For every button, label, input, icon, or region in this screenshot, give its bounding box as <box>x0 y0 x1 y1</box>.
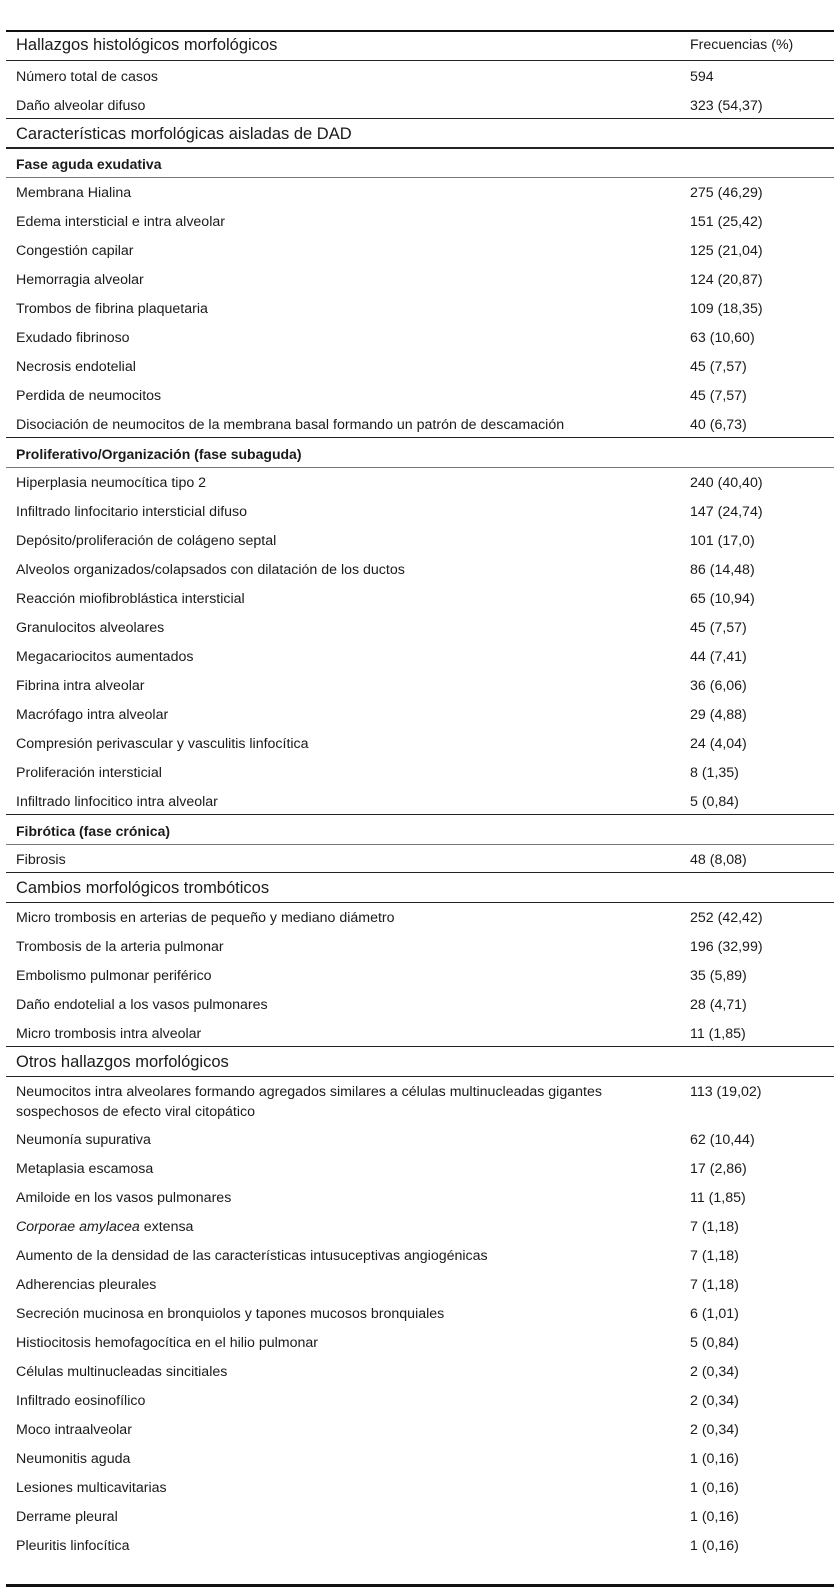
section-underline <box>6 1076 834 1077</box>
table-row <box>6 618 834 643</box>
finding-label: Metaplasia escamosa <box>16 1161 154 1177</box>
subsection-row <box>6 154 834 179</box>
finding-label: Número total de casos <box>16 69 158 85</box>
finding-label: Alveolos organizados/colapsados con dilatación de los ductos <box>16 562 405 578</box>
frequency-value: 124 (20,87) <box>690 272 763 288</box>
section-divider <box>6 1046 834 1047</box>
section-title: Cambios morfológicos trombóticos <box>16 879 270 897</box>
frequency-value: 252 (42,42) <box>690 910 763 926</box>
subsection-title: Proliferativo/Organización (fase subaguda) <box>16 446 302 462</box>
table-row <box>6 357 834 382</box>
finding-label: Edema intersticial e intra alveolar <box>16 214 225 230</box>
finding-label: Infiltrado linfocitico intra alveolar <box>16 794 218 810</box>
table-row <box>6 1333 834 1358</box>
finding-label: Lesiones multicavitarias <box>16 1480 167 1496</box>
frequency-value: 1 (0,16) <box>690 1480 739 1496</box>
subsection-title: Fibrótica (fase crónica) <box>16 823 171 839</box>
frequency-value: 40 (6,73) <box>690 417 747 433</box>
table-row <box>6 1130 834 1155</box>
finding-label: Perdida de neumocitos <box>16 388 162 404</box>
finding-label: Neumonitis aguda <box>16 1451 131 1467</box>
finding-label: Trombosis de la arteria pulmonar <box>16 939 224 955</box>
frequency-value: 5 (0,84) <box>690 1335 739 1351</box>
finding-label: Necrosis endotelial <box>16 359 136 375</box>
table-row <box>6 1159 834 1184</box>
frequency-value: 35 (5,89) <box>690 968 747 984</box>
section-divider <box>6 872 834 873</box>
finding-label: Amiloide en los vasos pulmonares <box>16 1190 232 1206</box>
table-row <box>6 299 834 324</box>
section-row <box>6 879 834 904</box>
subsection-divider <box>6 147 834 148</box>
finding-label: Fibrina intra alveolar <box>16 678 145 694</box>
table-row <box>6 502 834 527</box>
finding-label: Pleuritis linfocítica <box>16 1538 130 1554</box>
frequency-value: 45 (7,57) <box>690 388 747 404</box>
table-row <box>6 1507 834 1532</box>
table-row <box>6 1188 834 1213</box>
table-row <box>6 1275 834 1300</box>
table-row <box>6 937 834 962</box>
table-row <box>6 473 834 498</box>
finding-label: Trombos de fibrina plaquetaria <box>16 301 208 317</box>
frequency-value: 7 (1,18) <box>690 1248 739 1264</box>
subsection-row <box>6 821 834 846</box>
finding-label: Daño endotelial a los vasos pulmonares <box>16 997 268 1013</box>
finding-label: Micro trombosis intra alveolar <box>16 1026 202 1042</box>
frequency-value: 1 (0,16) <box>690 1509 739 1525</box>
table-row <box>6 241 834 266</box>
frequency-value: 45 (7,57) <box>690 620 747 636</box>
finding-label: Proliferación intersticial <box>16 765 162 781</box>
finding-label: Granulocitos alveolares <box>16 620 165 636</box>
table-row <box>6 734 834 759</box>
table-row <box>6 1536 834 1561</box>
section-underline <box>6 902 834 903</box>
table-row <box>6 676 834 701</box>
frequency-value: 2 (0,34) <box>690 1422 739 1438</box>
section-title: Otros hallazgos morfológicos <box>16 1053 229 1071</box>
frequency-value: 275 (46,29) <box>690 185 763 201</box>
table-row <box>6 328 834 353</box>
finding-label: Histiocitosis hemofagocítica en el hilio pulmonar <box>16 1335 319 1351</box>
finding-label: Hiperplasia neumocítica tipo 2 <box>16 475 207 491</box>
finding-label: Exudado fibrinoso <box>16 330 130 346</box>
table-row <box>6 705 834 730</box>
finding-label: Depósito/proliferación de colágeno septal <box>16 533 277 549</box>
frequency-value: 5 (0,84) <box>690 794 739 810</box>
finding-label: Infiltrado eosinofílico <box>16 1393 146 1409</box>
table-row <box>6 1391 834 1416</box>
frequency-value: 2 (0,34) <box>690 1364 739 1380</box>
frequency-value: 125 (21,04) <box>690 243 763 259</box>
frequency-value: 113 (19,02) <box>690 1084 762 1100</box>
subsection-title: Fase aguda exudativa <box>16 156 162 172</box>
frequency-value: 2 (0,34) <box>690 1393 739 1409</box>
table-row <box>6 212 834 237</box>
frequency-value: 62 (10,44) <box>690 1132 755 1148</box>
frequency-value: 45 (7,57) <box>690 359 747 375</box>
finding-label: Congestión capilar <box>16 243 134 259</box>
table-row <box>6 1362 834 1387</box>
finding-label: Micro trombosis en arterias de pequeño y mediano diámetro <box>16 910 395 926</box>
table-row <box>6 1478 834 1503</box>
section-divider <box>6 118 834 119</box>
frequency-value: 36 (6,06) <box>690 678 747 694</box>
finding-label: Fibrosis <box>16 852 66 868</box>
section-underline <box>6 148 834 149</box>
table-row <box>6 995 834 1020</box>
frequency-value: 65 (10,94) <box>690 591 755 607</box>
frequency-value: 240 (40,40) <box>690 475 763 491</box>
finding-label: Células multinucleadas sincitiales <box>16 1364 228 1380</box>
frequency-value: 63 (10,60) <box>690 330 755 346</box>
subsection-underline <box>6 844 834 845</box>
table-row <box>6 67 834 92</box>
finding-label: Megacariocitos aumentados <box>16 649 194 665</box>
frequency-value: 8 (1,35) <box>690 765 739 781</box>
frequency-value: 44 (7,41) <box>690 649 747 665</box>
frequency-value: 7 (1,18) <box>690 1277 739 1293</box>
finding-label: Secreción mucinosa en bronquiolos y tapones mucosos bronquiales <box>16 1306 445 1322</box>
finding-label: Disociación de neumocitos de la membrana basal formando un patrón de descamación <box>16 417 565 433</box>
finding-label: Neumonía supurativa <box>16 1132 151 1148</box>
frequency-value: 7 (1,18) <box>690 1219 739 1235</box>
column-header-frequencies: Frecuencias (%) <box>690 37 794 53</box>
frequency-value: 28 (4,71) <box>690 997 747 1013</box>
frequency-value: 196 (32,99) <box>690 939 763 955</box>
subsection-divider <box>6 437 834 438</box>
finding-label: Aumento de la densidad de las características intusuceptivas angiogénicas <box>16 1248 488 1264</box>
finding-label: Derrame pleural <box>16 1509 118 1525</box>
finding-label: Membrana Hialina <box>16 185 132 201</box>
section-row <box>6 1053 834 1078</box>
table-row <box>6 1420 834 1445</box>
header-divider <box>6 60 834 61</box>
frequency-value: 1 (0,16) <box>690 1451 739 1467</box>
subsection-underline <box>6 467 834 468</box>
finding-label: Adherencias pleurales <box>16 1277 157 1293</box>
table-row <box>6 763 834 788</box>
frequency-value: 1 (0,16) <box>690 1538 739 1554</box>
table-row <box>6 386 834 411</box>
frequency-value: 147 (24,74) <box>690 504 763 520</box>
subsection-divider <box>6 814 834 815</box>
table-header-row <box>6 34 834 62</box>
frequency-value: 323 (54,37) <box>690 98 763 114</box>
frequency-value: 11 (1,85) <box>690 1026 746 1042</box>
finding-label: Macrófago intra alveolar <box>16 707 169 723</box>
subsection-underline <box>6 177 834 178</box>
table-row <box>6 270 834 295</box>
table-row <box>6 966 834 991</box>
frequency-value: 594 <box>690 69 714 85</box>
table-row <box>6 531 834 556</box>
frequency-value: 109 (18,35) <box>690 301 763 317</box>
frequency-value: 48 (8,08) <box>690 852 747 868</box>
frequency-value: 17 (2,86) <box>690 1161 747 1177</box>
table-row <box>6 1449 834 1474</box>
frequency-value: 11 (1,85) <box>690 1190 746 1206</box>
column-header-findings: Hallazgos histológicos morfológicos <box>16 36 278 54</box>
finding-label: Reacción miofibroblástica intersticial <box>16 591 245 607</box>
table-row <box>6 908 834 933</box>
finding-label: Corporae amylacea extensa <box>16 1219 194 1235</box>
finding-label: Infiltrado linfocitario intersticial difuso <box>16 504 248 520</box>
finding-label: Hemorragia alveolar <box>16 272 144 288</box>
finding-label: Neumocitos intra alveolares formando agregados similares a células multinucleadas gigantes sospechosos de efecto viral citopático <box>16 1084 602 1120</box>
frequency-value: 24 (4,04) <box>690 736 747 752</box>
frequency-value: 86 (14,48) <box>690 562 755 578</box>
finding-label: Embolismo pulmonar periférico <box>16 968 212 984</box>
finding-label: Moco intraalveolar <box>16 1422 132 1438</box>
finding-label: Daño alveolar difuso <box>16 98 146 114</box>
section-title: Características morfológicas aisladas de DAD <box>16 125 352 143</box>
frequency-value: 6 (1,01) <box>690 1306 739 1322</box>
table-row <box>6 560 834 585</box>
frequency-value: 101 (17,0) <box>690 533 755 549</box>
table-row <box>6 1082 834 1126</box>
table-row <box>6 1217 834 1242</box>
table-top-rule <box>6 30 834 32</box>
table-row <box>6 647 834 672</box>
finding-label: Compresión perivascular y vasculitis linfocítica <box>16 736 309 752</box>
table-row <box>6 1246 834 1271</box>
subsection-row <box>6 444 834 469</box>
table-row <box>6 589 834 614</box>
table-row <box>6 1304 834 1329</box>
frequency-value: 29 (4,88) <box>690 707 747 723</box>
frequency-value: 151 (25,42) <box>690 214 763 230</box>
table-row <box>6 183 834 208</box>
